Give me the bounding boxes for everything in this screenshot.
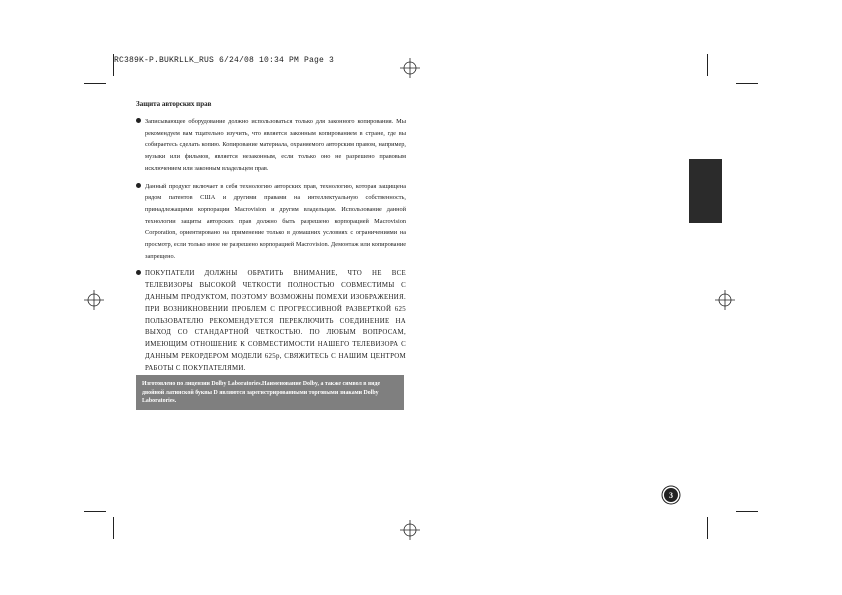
- registration-mark-icon: [400, 520, 420, 540]
- list-item: [136, 268, 406, 374]
- crop-mark: [113, 517, 114, 539]
- bullet-icon: [136, 118, 141, 123]
- list-item: [136, 181, 406, 263]
- crop-mark: [707, 517, 708, 539]
- bullet-icon: [136, 183, 141, 188]
- bullet-list: [136, 116, 406, 381]
- registration-mark-icon: [400, 58, 420, 78]
- section-tab: [689, 159, 722, 223]
- crop-mark: [113, 54, 114, 76]
- dolby-notice: Изготовлено по лицензии Dolby Laboratories.Наименование Dolby, а также символ в виде двойной латинской буквы D являются зарегистрированными торговыми знаками Dolby Laboratories.: [136, 375, 404, 410]
- print-slug: RC389K-P.BUKRLLK_RUS 6/24/08 10:34 PM Page 3: [114, 56, 335, 65]
- list-item: [136, 116, 406, 175]
- list-item-text: Записывающее оборудование должно использоваться только для законного копирования. Мы рекомендуем вам тщательно изучить, что является законным копированием в стране, где вы собираетесь сделать копию. Копирование материала, охраняемого авторским правом, например, музыки или фильмов, является незаконным, если только оно не разрешено правовым исключением или законным владельцем прав.: [145, 118, 406, 172]
- registration-mark-icon: [715, 290, 735, 310]
- crop-mark: [736, 511, 758, 512]
- bullet-icon: [136, 270, 141, 275]
- page-number-badge: 3: [664, 488, 678, 502]
- list-item-text: Данный продукт включает в себя технологию авторских прав, технологию, которая защищена рядом патентов США и другими правами на интеллектуальную собственность, принадлежащими корпорации Macrovision и другим владельцам. Использование данной технологии защиты авторских прав должно быть разрешено корпорацией Macrovision Corporation, ориентировано на применение только в домашних условиях с ограничениями на просмотр, если только иное не разрешено корпорацией Macrovision. Демонтаж или копирование запрещено.: [145, 182, 406, 260]
- list-item-text: ПОКУПАТЕЛИ ДОЛЖНЫ ОБРАТИТЬ ВНИМАНИЕ, ЧТО НЕ ВСЕ ТЕЛЕВИЗОРЫ ВЫСОКОЙ ЧЕТКОСТИ ПОЛНОСТЬЮ СОВМЕСТИМЫ С ДАННЫМ ПРОДУКТОМ, ПОЭТОМУ ВОЗМОЖНЫ ПОМЕХИ ИЗОБРАЖЕНИЯ. ПРИ ВОЗНИКНОВЕНИИ ПРОБЛЕМ С ПРОГРЕССИВНОЙ РАЗВЕРТКОЙ 625 ПОЛЬЗОВАТЕЛЮ РЕКОМЕНДУЕТСЯ ПЕРЕКЛЮЧИТЬ СОЕДИНЕНИЕ НА ВЫХОД СО СТАНДАРТНОЙ ЧЕТКОСТЬЮ. ПО ЛЮБЫМ ВОПРОСАМ, ИМЕЮЩИМ ОТНОШЕНИЕ К СОВМЕСТИМОСТИ НАШЕГО ТЕЛЕВИЗОРА С ДАННЫМ РЕКОРДЕРОМ МОДЕЛИ 625р, СВЯЖИТЕСЬ С НАШИМ ЦЕНТРОМ РАБОТЫ С ПОКУПАТЕЛЯМИ.: [145, 270, 406, 372]
- crop-mark: [736, 83, 758, 84]
- crop-mark: [707, 54, 708, 76]
- section-title: Защита авторских прав: [136, 100, 212, 108]
- crop-mark: [84, 511, 106, 512]
- crop-mark: [84, 83, 106, 84]
- registration-mark-icon: [84, 290, 104, 310]
